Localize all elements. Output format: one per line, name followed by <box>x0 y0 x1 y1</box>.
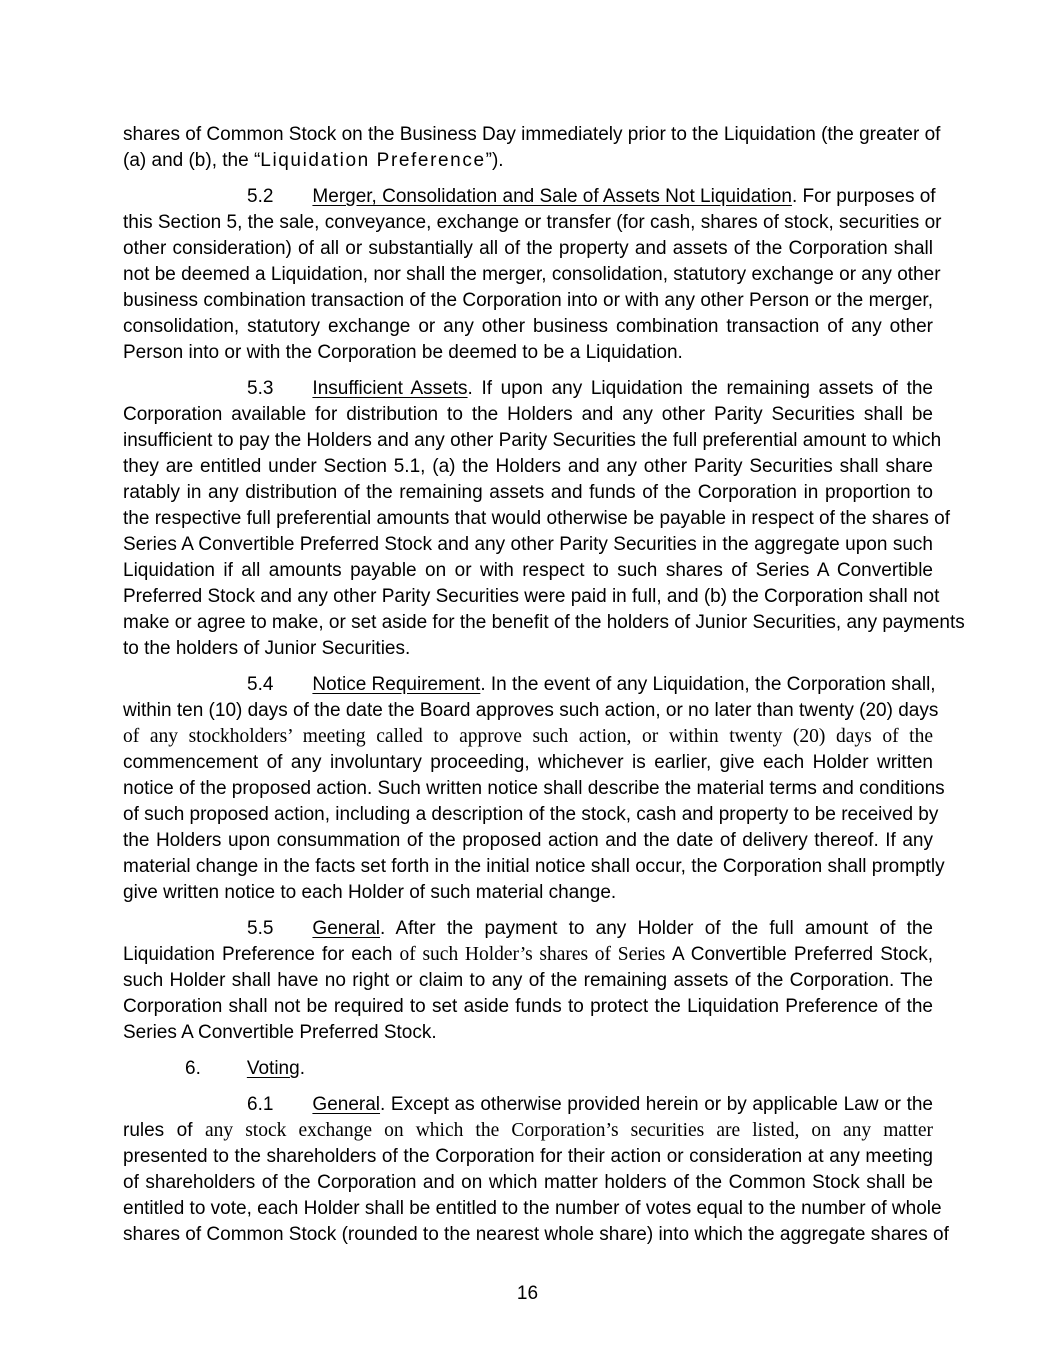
section-number: 5.5 <box>247 918 274 939</box>
text-segment: presented to the shareholders of the Corporation for their action or consideration at any meeting <box>123 1146 933 1167</box>
text-line <box>123 994 933 1020</box>
text-segment: the Holders upon consummation of the proposed action and the date of delivery thereof. If any <box>123 830 933 851</box>
text-line <box>123 610 965 636</box>
tab-spacer <box>273 933 312 934</box>
section-number: 5.4 <box>247 674 274 695</box>
text-segment: make or agree to make, or set aside for the benefit of the holders of Junior Securities, any payments <box>123 612 965 633</box>
text-segment: material change in the facts set forth in the initial notice shall occur, the Corporation shall promptly <box>123 856 945 877</box>
text-segment: business combination transaction of the Corporation into or with any other Person or the merger, <box>123 290 933 311</box>
text-line <box>123 1222 949 1248</box>
text-line <box>123 480 933 506</box>
paragraph-liquidation-preference-continuation <box>123 122 941 174</box>
text-line <box>123 454 933 480</box>
text-line <box>123 584 940 610</box>
indent-spacer <box>123 393 247 394</box>
paragraph-section-5-4 <box>123 672 945 906</box>
text-line <box>123 122 941 148</box>
text-line <box>123 1170 933 1196</box>
text-line <box>123 968 933 994</box>
document-body <box>123 122 965 1258</box>
text-line <box>123 802 939 828</box>
text-segment: entitled to vote, each Holder shall be entitled to the number of votes equal to the number of whole <box>123 1198 942 1219</box>
text-segment: (a) and (b), the “ <box>123 150 261 171</box>
text-segment: . Except as otherwise provided herein or by applicable Law or the <box>380 1094 933 1115</box>
text-segment: to the holders of Junior Securities. <box>123 638 411 659</box>
text-segment: rules of <box>123 1120 205 1141</box>
text-line <box>123 776 945 802</box>
text-line <box>123 288 933 314</box>
text-line <box>123 916 933 942</box>
text-line <box>123 148 933 174</box>
text-line <box>123 636 933 662</box>
section-heading: Merger, Consolidation and Sale of Assets Not Liquidation <box>312 186 792 207</box>
text-line <box>123 236 933 262</box>
text-line <box>123 1092 933 1118</box>
text-segment: consolidation, statutory exchange or any other business combination transaction of any other <box>123 316 933 337</box>
text-segment: such Holder shall have no right or claim to any of the remaining assets of the Corporation. The <box>123 970 933 991</box>
text-segment: shares of Common Stock on the Business Day immediately prior to the Liquidation (the greater of <box>123 124 941 145</box>
tab-spacer <box>201 1073 247 1074</box>
text-segment: the respective full preferential amounts that would otherwise be payable in respect of the shares of <box>123 508 950 529</box>
text-segment: Series A Convertible Preferred Stock and any other Parity Securities in the aggregate upon such <box>123 534 933 555</box>
text-segment: they are entitled under Section 5.1, (a) the Holders and any other Parity Securities shall share <box>123 456 933 477</box>
text-segment: Person into or with the Corporation be deemed to be a Liquidation. <box>123 342 683 363</box>
text-line <box>123 532 933 558</box>
text-segment: this Section 5, the sale, conveyance, exchange or transfer (for cash, shares of stock, securities or <box>123 212 942 233</box>
tab-spacer <box>273 1109 312 1110</box>
text-line <box>123 672 936 698</box>
text-line <box>123 376 933 402</box>
text-segment: other consideration) of all or substantially all of the property and assets of the Corporation shall <box>123 238 933 259</box>
text-line <box>123 1020 933 1046</box>
text-segment: give written notice to each Holder of such material change. <box>123 882 617 903</box>
text-line <box>123 402 933 428</box>
indent-spacer <box>123 1073 185 1074</box>
indent-spacer <box>123 933 247 934</box>
paragraph-section-6 <box>123 1056 933 1082</box>
text-line <box>123 184 936 210</box>
text-segment: within ten (10) days of the date the Board approves such action, or no later than twenty (20) days <box>123 700 939 721</box>
text-line <box>123 314 933 340</box>
paragraph-section-5-5 <box>123 916 933 1046</box>
text-line <box>123 506 950 532</box>
text-line <box>123 698 939 724</box>
section-heading: General <box>312 918 381 939</box>
text-segment: . For purposes of <box>791 186 936 207</box>
paragraph-section-6-1 <box>123 1092 949 1248</box>
text-segment: any stock exchange on which the Corporation’s securities are listed, on any matter <box>204 1120 933 1141</box>
text-segment: of such proposed action, including a description of the stock, cash and property to be received by <box>123 804 939 825</box>
indent-spacer <box>123 201 247 202</box>
text-line <box>123 750 933 776</box>
section-heading: Notice Requirement <box>312 674 481 695</box>
text-line <box>123 558 933 584</box>
text-segment: Series A Convertible Preferred Stock. <box>123 1022 437 1043</box>
indent-spacer <box>123 689 247 690</box>
text-line <box>123 428 942 454</box>
text-segment: commencement of any involuntary proceeding, whichever is earlier, give each Holder written <box>123 752 933 773</box>
text-line <box>123 1056 933 1082</box>
text-line <box>123 210 942 236</box>
tab-spacer <box>273 393 312 394</box>
text-segment: shares of Common Stock (rounded to the nearest whole share) into which the aggregate shares of <box>123 1224 949 1245</box>
text-segment: ratably in any distribution of the remaining assets and funds of the Corporation in proportion to <box>123 482 933 503</box>
text-segment: of any stockholders’ meeting called to approve such action, or within twenty (20) days of the <box>123 726 933 747</box>
section-number: 6.1 <box>247 1094 274 1115</box>
text-segment: . In the event of any Liquidation, the Corporation shall, <box>480 674 936 695</box>
tab-spacer <box>273 201 312 202</box>
text-segment: A Convertible Preferred Stock, <box>672 944 933 965</box>
section-number: 6. <box>185 1058 201 1079</box>
defined-term: Liquidation Preference <box>260 150 486 171</box>
text-segment: . After the payment to any Holder of the full amount of the <box>380 918 933 939</box>
text-line <box>123 1144 933 1170</box>
text-segment: Corporation available for distribution to the Holders and any other Parity Securities shall be <box>123 404 933 425</box>
paragraph-section-5-3 <box>123 376 965 662</box>
text-segment: Liquidation if all amounts payable on or with respect to such shares of Series A Convertible <box>123 560 933 581</box>
text-segment: Corporation shall not be required to set aside funds to protect the Liquidation Preference of the <box>123 996 933 1017</box>
section-heading: General <box>312 1094 381 1115</box>
page-number: 16 <box>516 1283 539 1304</box>
text-segment: ”). <box>485 150 504 171</box>
text-line <box>123 1196 942 1222</box>
text-segment: insufficient to pay the Holders and any other Parity Securities the full preferential amount to which <box>123 430 942 451</box>
text-line <box>123 1118 933 1144</box>
text-line <box>123 880 933 906</box>
text-segment: notice of the proposed action. Such written notice shall describe the material terms and conditions <box>123 778 945 799</box>
tab-spacer <box>273 689 312 690</box>
text-segment: of shareholders of the Corporation and on which matter holders of the Common Stock shall be <box>123 1172 933 1193</box>
section-heading: Insufficient Assets <box>312 378 468 399</box>
text-line <box>123 828 933 854</box>
text-segment: . If upon any Liquidation the remaining assets of the <box>467 378 933 399</box>
indent-spacer <box>123 1109 247 1110</box>
text-line <box>123 942 933 968</box>
text-segment: of such Holder’s shares of Series <box>399 944 673 965</box>
text-segment: not be deemed a Liquidation, nor shall the merger, consolidation, statutory exchange or any other <box>123 264 941 285</box>
section-number: 5.3 <box>247 378 274 399</box>
text-line <box>123 724 933 750</box>
text-line <box>123 340 933 366</box>
text-segment: . <box>299 1058 305 1079</box>
paragraph-section-5-2 <box>123 184 942 366</box>
text-segment: Liquidation Preference for each <box>123 944 400 965</box>
section-number: 5.2 <box>247 186 274 207</box>
section-heading: Voting <box>246 1058 300 1079</box>
text-line <box>123 854 945 880</box>
text-segment: Preferred Stock and any other Parity Securities were paid in full, and (b) the Corporation shall not <box>123 586 940 607</box>
text-line <box>123 262 941 288</box>
